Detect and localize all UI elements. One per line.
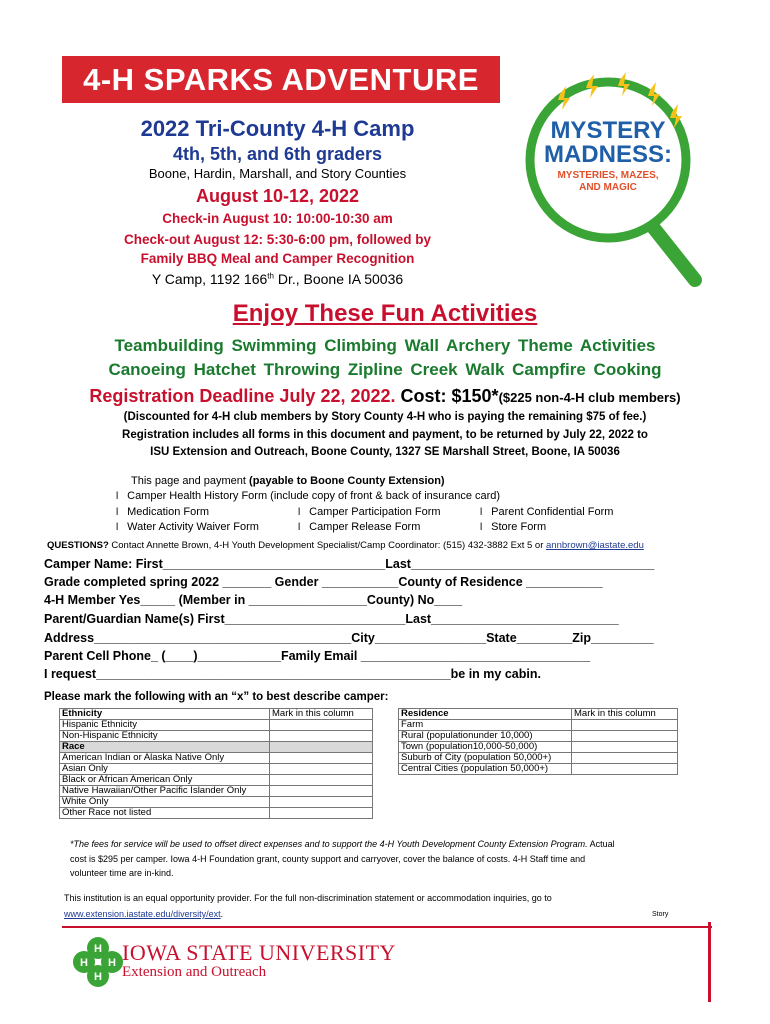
discount-note: (Discounted for 4-H club members by Story County 4-H who is paying the remaining $75 of fee.) <box>123 411 647 423</box>
residence-table <box>398 708 678 775</box>
mark-cell[interactable] <box>572 720 678 731</box>
logo-line4: AND MAGIC <box>579 182 637 193</box>
parent-name-field[interactable]: Parent/Guardian Name(s) First__________________________Last___________________________ <box>44 612 619 626</box>
checkout-1: Check-out August 12: 5:30-6:00 pm, followed by <box>123 232 432 247</box>
list-item-health: l Camper Health History Form (include copy of front & back of insurance card) <box>116 490 501 502</box>
grades: 4th, 5th, and 6th graders <box>172 144 383 164</box>
header-banner <box>62 56 500 103</box>
list-item-store: l Store Form <box>480 521 547 533</box>
mark-cell[interactable] <box>270 720 373 731</box>
mark-cell[interactable] <box>270 753 373 764</box>
member-field[interactable]: 4-H Member Yes_____ (Member in _________________County) No____ <box>44 593 463 607</box>
fees-note-2: cost is $295 per camper. Iowa 4-H Foundation grant, county support and carryover, cover the balance of costs. 4-H Staff time and <box>70 854 586 864</box>
fees-note-3: volunteer time are in-kind. <box>70 868 174 878</box>
table-row: White Only <box>60 797 270 808</box>
mark-cell[interactable] <box>572 764 678 775</box>
ethnicity-header: Ethnicity <box>60 709 270 720</box>
registration-line-1: Registration includes all forms in this document and payment, to be returned by July 22, 2022 to <box>122 429 648 441</box>
deadline: Registration Deadline July 22, 2022. <box>89 386 396 406</box>
list-item-participation: l Camper Participation Form <box>298 506 441 518</box>
registration-line-2: ISU Extension and Outreach, Boone County, 1327 SE Marshall Street, Boone, IA 50036 <box>150 446 620 458</box>
questions-line: QUESTIONS? Contact Annette Brown, 4-H Youth Development Specialist/Camp Coordinator: (515) 432-3882 Ext 5 or annbrown@iastate.edu <box>47 540 644 551</box>
banner-title: 4-H SPARKS ADVENTURE <box>83 61 479 97</box>
equal-opportunity-link-line: www.extension.iastate.edu/diversity/ext. <box>64 909 224 919</box>
logo-line2: MADNESS: <box>543 141 673 168</box>
list-item-parent-confidential: l Parent Confidential Form <box>480 506 614 518</box>
cost-note: ($225 non-4-H club members) <box>498 390 681 405</box>
table-row: Hispanic Ethnicity <box>60 720 270 731</box>
table-row: Other Race not listed <box>60 808 270 819</box>
mystery-madness-logo <box>520 72 710 290</box>
table-row: Non-Hispanic Ethnicity <box>60 731 270 742</box>
mark-cell[interactable] <box>270 797 373 808</box>
cabin-request-field[interactable]: I request___________________________________________________be in my cabin. <box>44 667 541 681</box>
email-link[interactable]: annbrown@iastate.edu <box>546 540 644 551</box>
county-tag: Story <box>652 911 669 918</box>
ethnicity-mark-header: Mark in this column <box>270 709 373 720</box>
mark-cell[interactable] <box>270 786 373 797</box>
race-header: Race <box>60 742 270 753</box>
table-row: American Indian or Alaska Native Only <box>60 753 270 764</box>
fees-note-1: *The fees for service will be used to offset direct expenses and to support the 4-H Youth Development County Extension Program. Actual <box>70 839 615 849</box>
mark-cell[interactable] <box>270 731 373 742</box>
grade-gender-county-field[interactable]: Grade completed spring 2022 _______ Gender ___________County of Residence ___________ <box>44 575 603 589</box>
isu-footer <box>62 928 708 1006</box>
address-field[interactable]: Address_____________________________________City________________State________Zip_________ <box>44 631 654 645</box>
residence-header: Residence <box>399 709 572 720</box>
residence-mark-header: Mark in this column <box>572 709 678 720</box>
camp-title: 2022 Tri-County 4-H Camp <box>140 116 415 141</box>
checkin: Check-in August 10: 10:00-10:30 am <box>162 211 393 226</box>
isu-name: IOWA STATE UNIVERSITY <box>122 940 396 965</box>
camp-dates: August 10-12, 2022 <box>195 186 360 206</box>
mark-cell[interactable] <box>572 742 678 753</box>
svg-text:H: H <box>80 957 88 969</box>
mark-cell[interactable] <box>270 808 373 819</box>
svg-text:H: H <box>94 943 102 955</box>
mark-cell[interactable] <box>572 753 678 764</box>
counties: Boone, Hardin, Marshall, and Story Counties <box>148 166 407 181</box>
list-item-release: l Camper Release Form <box>298 521 421 533</box>
table-row: Central Cities (population 50,000+) <box>399 764 572 775</box>
list-item-medication: l Medication Form <box>116 506 210 518</box>
camper-name-field[interactable]: Camper Name: First________________________________Last___________________________________ <box>44 557 655 571</box>
table-row: Asian Only <box>60 764 270 775</box>
logo-line3: MYSTERIES, MAZES, <box>557 170 659 181</box>
logo-line1: MYSTERY <box>550 117 666 144</box>
svg-text:H: H <box>108 957 116 969</box>
mark-cell[interactable] <box>572 731 678 742</box>
activities-line-1: Teambuilding Swimming Climbing Wall Archery Theme Activities <box>114 336 656 355</box>
list-intro: This page and payment (payable to Boone County Extension) <box>131 475 445 487</box>
ethnicity-race-table <box>59 708 373 819</box>
mark-cell[interactable] <box>270 775 373 786</box>
activities-line-2: Canoeing Hatchet Throwing Zipline Creek Walk Campfire Cooking <box>108 360 662 379</box>
phone-email-field[interactable]: Parent Cell Phone_ (____)____________Family Email _________________________________ <box>44 649 591 663</box>
camp-address: Y Camp, 1192 166th Dr., Boone IA 50036 <box>151 271 404 287</box>
footer-side-bar <box>708 922 711 1002</box>
mark-intro: Please mark the following with an “x” to best describe camper: <box>44 691 389 703</box>
equal-opportunity: This institution is an equal opportunity provider. For the full non-discrimination statement or accommodation inquiries, go to <box>64 893 552 903</box>
isu-subtitle: Extension and Outreach <box>122 964 267 980</box>
cost: Cost: $150* <box>395 386 499 406</box>
mark-cell[interactable] <box>270 764 373 775</box>
deadline-line <box>0 386 770 407</box>
checkout-2: Family BBQ Meal and Camper Recognition <box>140 251 415 266</box>
diversity-link[interactable]: www.extension.iastate.edu/diversity/ext <box>64 909 221 919</box>
table-row: Farm <box>399 720 572 731</box>
activities-heading: Enjoy These Fun Activities <box>232 300 538 327</box>
table-row: Suburb of City (population 50,000+) <box>399 753 572 764</box>
clover-icon <box>70 934 126 990</box>
list-item-water: l Water Activity Waiver Form <box>116 521 259 533</box>
svg-text:H: H <box>94 971 102 983</box>
table-row: Black or African American Only <box>60 775 270 786</box>
table-row: Town (population10,000-50,000) <box>399 742 572 753</box>
table-row: Native Hawaiian/Other Pacific Islander Only <box>60 786 270 797</box>
table-row: Rural (populationunder 10,000) <box>399 731 572 742</box>
